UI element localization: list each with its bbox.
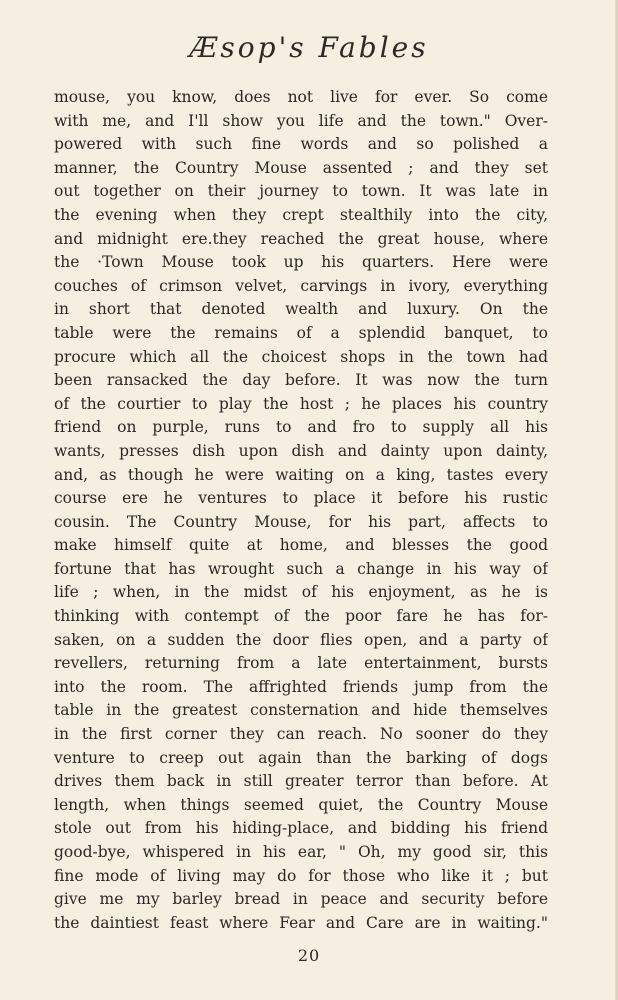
text-line: fine mode of living may do for those who like it ; but <box>54 866 548 885</box>
text-line: drives them back in still greater terror than before. At <box>54 772 548 791</box>
text-line: revellers, returning from a late entertainment, bursts <box>54 654 548 673</box>
text-line: thinking with contempt of the poor fare he has for- <box>54 607 548 626</box>
text-line: and midnight ere.they reached the great house, where <box>54 229 548 248</box>
running-head: Æsop's Fables <box>189 31 429 64</box>
text-line: saken, on a sudden the door flies open, and a party of <box>54 630 548 649</box>
text-line: wants, presses dish upon dish and dainty upon dainty, <box>54 441 548 460</box>
text-line: the evening when they crept stealthily into the city, <box>54 205 548 224</box>
text-line: in the first corner they can reach. No sooner do they <box>54 725 548 744</box>
text-line: cousin. The Country Mouse, for his part, affects to <box>54 512 548 531</box>
body-text <box>54 86 548 935</box>
text-line: stole out from his hiding-place, and bidding his friend <box>54 819 548 838</box>
text-line: life ; when, in the midst of his enjoyment, as he is <box>54 583 548 602</box>
text-line: manner, the Country Mouse assented ; and they set <box>54 158 548 177</box>
text-line: the daintiest feast where Fear and Care are in waiting." <box>54 913 548 932</box>
text-line: been ransacked the day before. It was now the turn <box>54 371 548 390</box>
text-line: with me, and I'll show you life and the town." Over- <box>54 111 548 130</box>
text-line: in short that denoted wealth and luxury. On the <box>54 300 548 319</box>
text-line: length, when things seemed quiet, the Country Mouse <box>54 795 548 814</box>
text-line: powered with such fine words and so polished a <box>54 135 548 154</box>
text-line: procure which all the choicest shops in the town had <box>54 347 548 366</box>
text-line: give me my barley bread in peace and security before <box>54 890 548 909</box>
text-line: fortune that has wrought such a change in his way of <box>54 559 548 578</box>
text-line: venture to creep out again than the barking of dogs <box>54 748 548 767</box>
text-line: course ere he ventures to place it before his rustic <box>54 489 548 508</box>
text-line: table in the greatest consternation and hide themselves <box>54 701 548 720</box>
text-line: the ·Town Mouse took up his quarters. Here were <box>54 253 548 272</box>
text-line: good-bye, whispered in his ear, " Oh, my good sir, this <box>54 843 548 861</box>
text-line: make himself quite at home, and blesses the good <box>54 536 548 555</box>
text-line: mouse, you know, does not live for ever. So come <box>54 88 548 106</box>
text-line: couches of crimson velvet, carvings in ivory, everything <box>54 276 548 295</box>
text-line: table were the remains of a splendid banquet, to <box>54 323 548 342</box>
text-line: into the room. The affrighted friends jump from the <box>54 677 548 696</box>
text-line: of the courtier to play the host ; he places his country <box>54 394 548 413</box>
page-number: 20 <box>297 946 321 965</box>
text-line: and, as though he were waiting on a king, tastes every <box>54 465 548 484</box>
text-line: out together on their journey to town. It was late in <box>54 182 548 201</box>
text-line: friend on purple, runs to and fro to supply all his <box>54 418 548 437</box>
